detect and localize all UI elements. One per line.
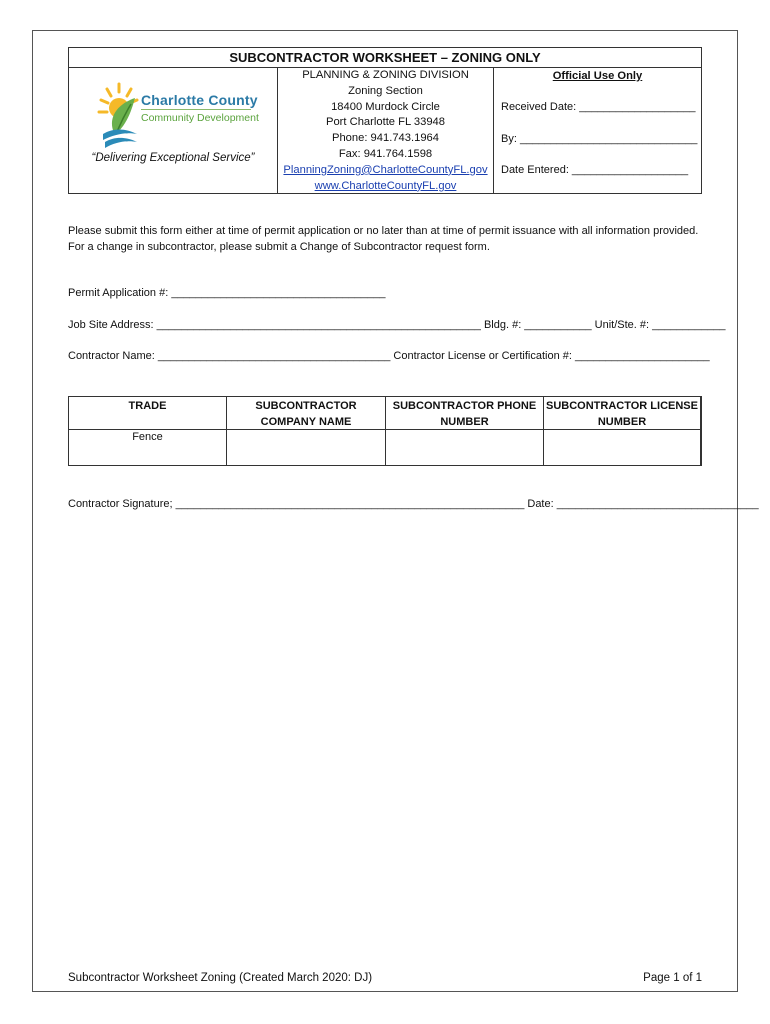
company-header: SUBCONTRACTOR COMPANY NAME — [255, 400, 357, 428]
official-use-title: Official Use Only — [552, 70, 643, 82]
address-line1: 18400 Murdock Circle — [331, 100, 440, 113]
form-title: SUBCONTRACTOR WORKSHEET – ZONING ONLY — [69, 48, 701, 68]
company-column — [227, 397, 386, 465]
license-column — [544, 397, 701, 465]
received-date-field[interactable]: Received Date: ___________________ — [501, 101, 696, 113]
tagline: “Delivering Exceptional Service” — [91, 152, 255, 164]
by-field[interactable]: By: _____________________________ — [501, 133, 698, 145]
subcontractor-table — [68, 396, 702, 466]
logo-cell — [69, 68, 278, 193]
logo-divider — [141, 109, 251, 110]
section-name: Zoning Section — [348, 84, 423, 97]
trade-cell: Fence — [132, 431, 163, 443]
logo-name-line1: Charlotte County — [141, 92, 258, 108]
fax-number: Fax: 941.764.1598 — [338, 147, 433, 160]
address-line2: Port Charlotte FL 33948 — [326, 116, 445, 129]
charlotte-county-logo-icon — [97, 80, 143, 150]
job-site-address-field[interactable]: Job Site Address: _____________________________________________________ Bldg. #: ___________ Unit/Ste. #: ____________ — [68, 319, 726, 331]
instructions-text: Please submit this form either at time of permit application or no later than at time of permit issuance with all information provided. For a change in subcontractor, please submit a Change of Subcontractor request form. — [68, 225, 699, 253]
office-info-cell — [278, 68, 494, 193]
footer-page-number: Page 1 of 1 — [643, 972, 702, 984]
trade-column — [69, 397, 227, 465]
email-link[interactable]: PlanningZoning@CharlotteCountyFL.gov — [283, 163, 488, 176]
phone-number: Phone: 941.743.1964 — [331, 132, 439, 145]
header-table — [68, 47, 702, 194]
contractor-name-field[interactable]: Contractor Name: ______________________________________ Contractor License or Certification #: ______________________ — [68, 350, 710, 362]
table-divider — [69, 429, 701, 430]
license-header: SUBCONTRACTOR LICENSE NUMBER — [546, 400, 698, 428]
footer-doc-info: Subcontractor Worksheet Zoning (Created March 2020: DJ) — [68, 972, 373, 984]
trade-header: TRADE — [128, 400, 167, 412]
division-name: PLANNING & ZONING DIVISION — [302, 69, 469, 81]
contractor-signature-field[interactable]: Contractor Signature; _________________________________________________________ Date: _________________________________ — [68, 498, 759, 510]
official-use-cell — [494, 68, 701, 193]
logo-name-line2: Community Development — [141, 112, 259, 124]
date-entered-field[interactable]: Date Entered: ___________________ — [501, 164, 689, 176]
website-link[interactable]: www.CharlotteCountyFL.gov — [314, 179, 457, 192]
phone-header: SUBCONTRACTOR PHONE NUMBER — [392, 400, 537, 428]
phone-column — [386, 397, 544, 465]
permit-application-field[interactable]: Permit Application #: ___________________________________ — [68, 287, 386, 299]
